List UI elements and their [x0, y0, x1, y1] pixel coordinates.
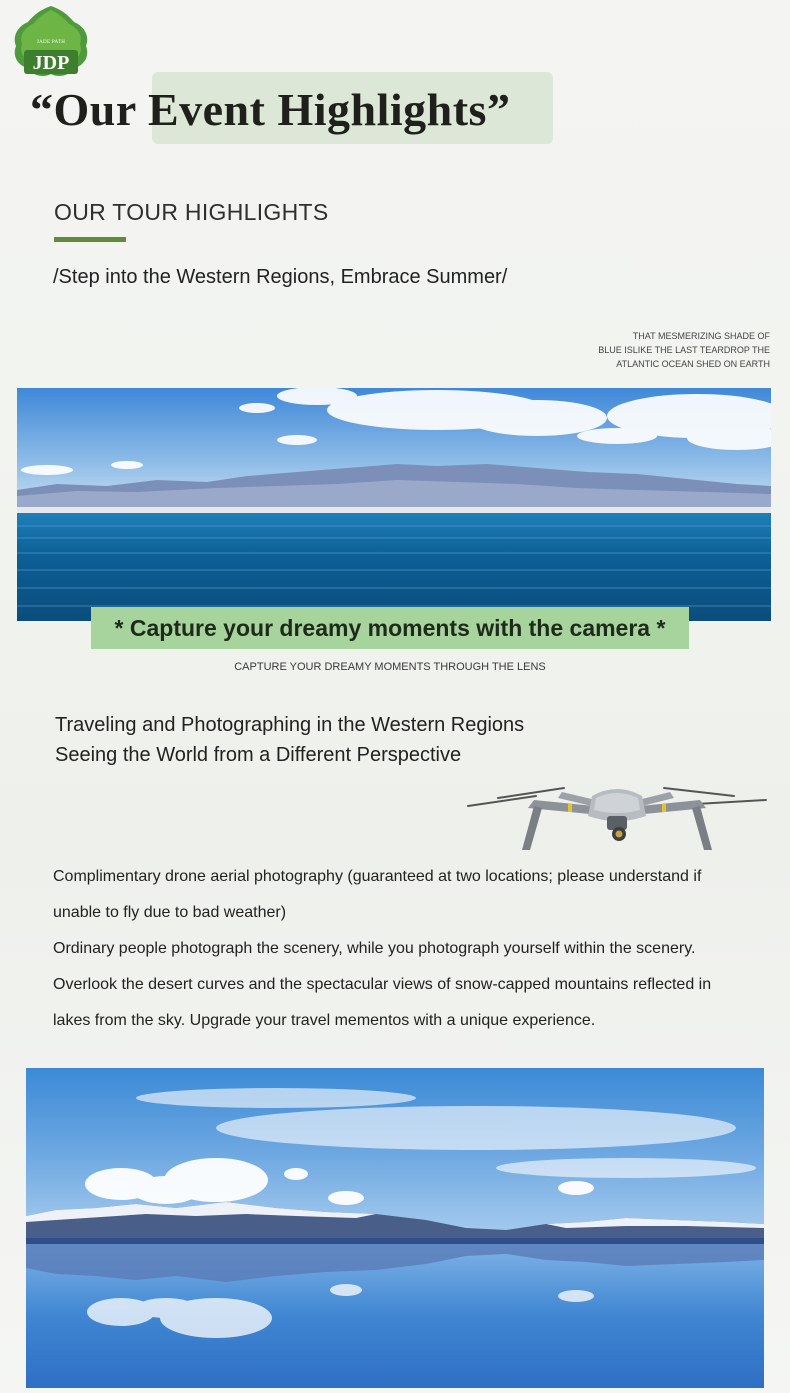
banner-subtitle: CAPTURE YOUR DREAMY MOMENTS THROUGH THE LENS	[234, 661, 546, 673]
lake-mountain-photo	[17, 388, 771, 621]
travel-heading-line: Seeing the World from a Different Perspective	[55, 744, 462, 766]
banner-title: * Capture your dreamy moments with the camera *	[114, 615, 666, 641]
description-paragraph: Complimentary drone aerial photography (guaranteed at two locations; please understand if unable to fly due to bad weather)	[53, 868, 702, 921]
section-heading: OUR TOUR HIGHLIGHTS	[54, 199, 329, 225]
caption-line: THAT MESMERIZING SHADE OF	[632, 331, 770, 341]
description	[53, 859, 743, 1039]
drone-icon	[464, 776, 770, 854]
caption-line: ATLANTIC OCEAN SHED ON EARTH	[616, 359, 770, 369]
caption-line: BLUE ISLIKE THE LAST TEARDROP THE	[598, 345, 770, 355]
section-underline	[54, 237, 126, 242]
lake-reflection-photo	[26, 1068, 764, 1388]
logo-text: JADE PATH	[36, 40, 66, 45]
svg-text:JDP: JDP	[32, 52, 70, 74]
page-title: “Our Event Highlights”	[30, 84, 511, 135]
travel-heading-line: Traveling and Photographing in the Western Regions	[55, 714, 525, 736]
photo-caption	[560, 329, 770, 371]
section-subtitle: /Step into the Western Regions, Embrace Summer/	[53, 266, 508, 288]
description-paragraph: Ordinary people photograph the scenery, while you photograph yourself within the scenery. Overlook the desert curves and the spectacular views of snow-capped mountains reflected in lakes from the sky. Upgrade your travel mementos with a unique experience.	[53, 940, 712, 1029]
